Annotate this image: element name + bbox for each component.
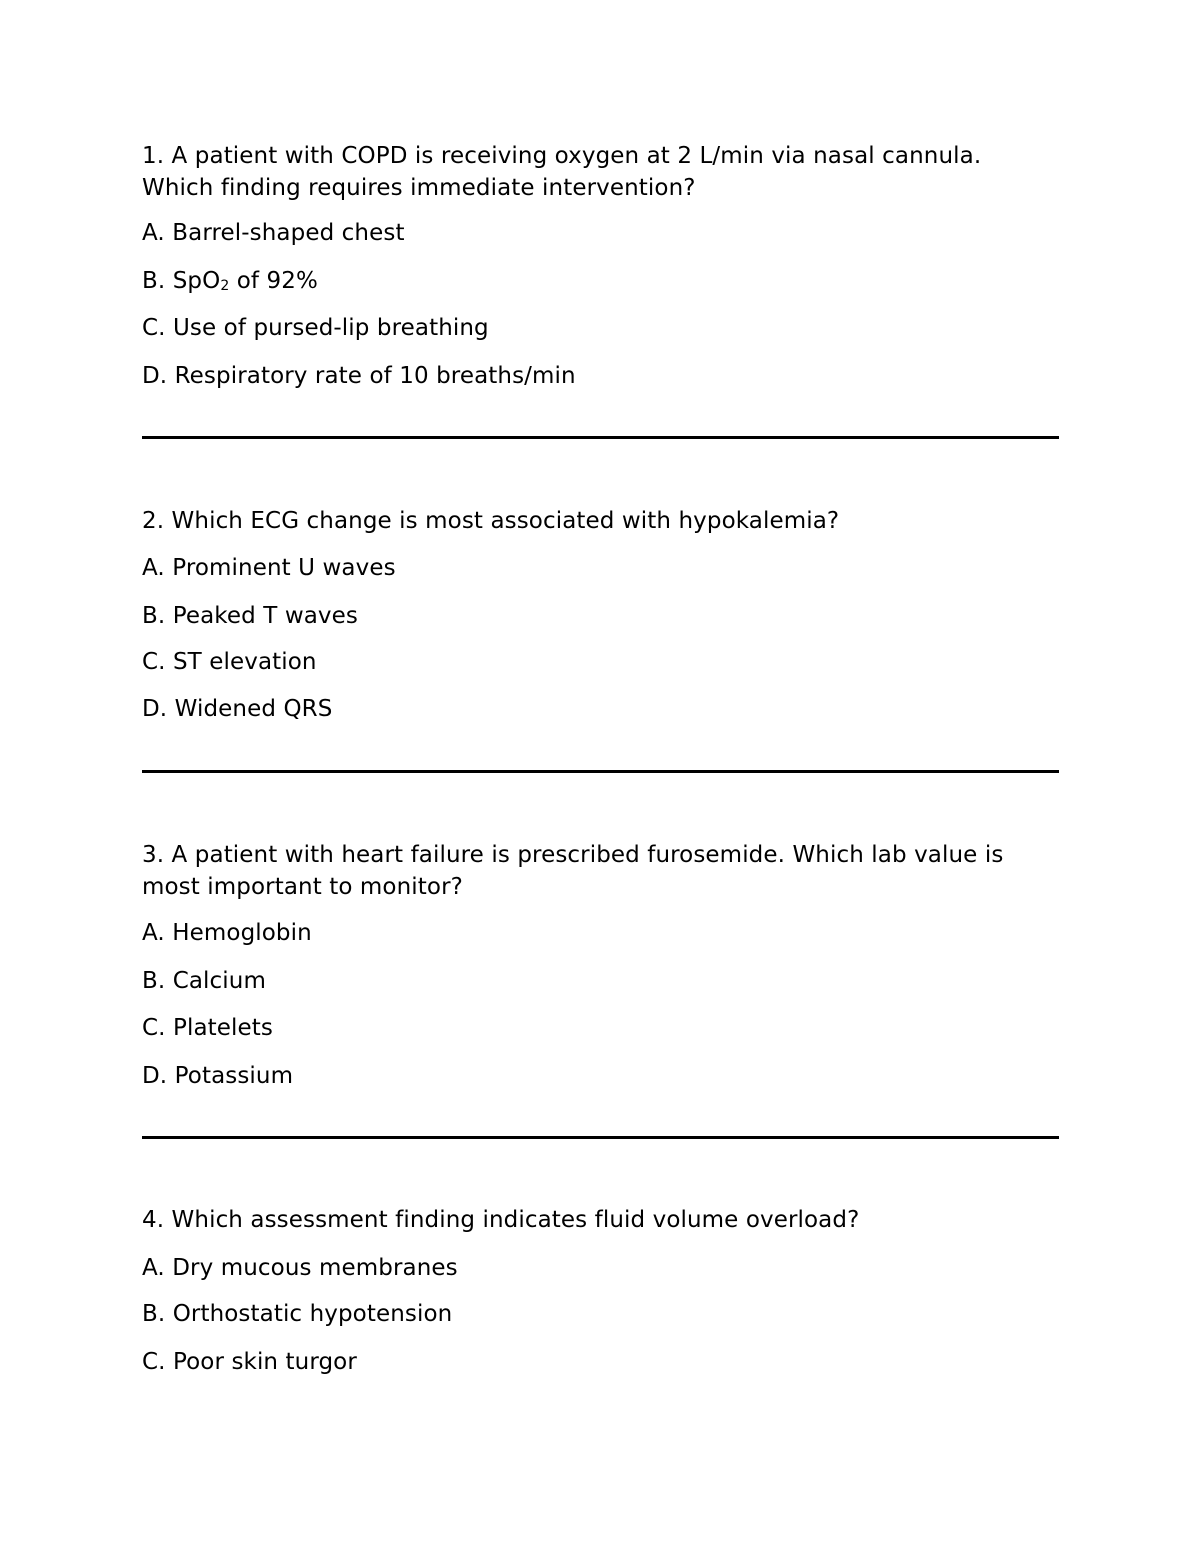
divider-1 — [142, 436, 1059, 439]
question-1-option-c: C. Use of pursed-lip breathing — [142, 315, 489, 341]
question-2-option-b: B. Peaked T waves — [142, 603, 358, 629]
question-4-option-a: A. Dry mucous membranes — [142, 1255, 458, 1281]
question-3-option-a: A. Hemoglobin — [142, 920, 312, 946]
question-4-prompt: 4. Which assessment finding indicates fluid volume overload? — [142, 1207, 860, 1233]
question-3-prompt-line-1: 3. A patient with heart failure is prescribed furosemide. Which lab value is — [142, 842, 1004, 868]
question-2-option-d: D. Widened QRS — [142, 696, 333, 722]
question-3-option-b: B. Calcium — [142, 968, 266, 994]
question-2-option-c: C. ST elevation — [142, 649, 317, 675]
question-1-option-b — [142, 265, 318, 297]
question-1-option-b-text: B. SpO — [142, 268, 221, 294]
question-1-option-d: D. Respiratory rate of 10 breaths/min — [142, 363, 576, 389]
question-1-prompt-line-1: 1. A patient with COPD is receiving oxygen at 2 L/min via nasal cannula. — [142, 143, 982, 169]
question-1-prompt-line-2: Which finding requires immediate intervention? — [142, 175, 696, 201]
question-2-prompt: 2. Which ECG change is most associated with hypokalemia? — [142, 508, 840, 534]
question-1 — [142, 140, 1060, 204]
question-4-option-c: C. Poor skin turgor — [142, 1349, 357, 1375]
question-3-prompt-line-2: most important to monitor? — [142, 874, 463, 900]
question-3-option-d: D. Potassium — [142, 1063, 294, 1089]
question-4-option-b: B. Orthostatic hypotension — [142, 1301, 453, 1327]
question-2-option-a: A. Prominent U waves — [142, 555, 396, 581]
question-1-option-a: A. Barrel-shaped chest — [142, 220, 405, 246]
divider-2 — [142, 770, 1059, 773]
divider-3 — [142, 1136, 1059, 1139]
question-3 — [142, 839, 1060, 903]
question-3-option-c: C. Platelets — [142, 1015, 273, 1041]
question-1-option-b-suffix: of 92% — [229, 268, 318, 294]
document-page — [142, 0, 1060, 1553]
question-1-option-b-subscript: 2 — [220, 278, 230, 294]
